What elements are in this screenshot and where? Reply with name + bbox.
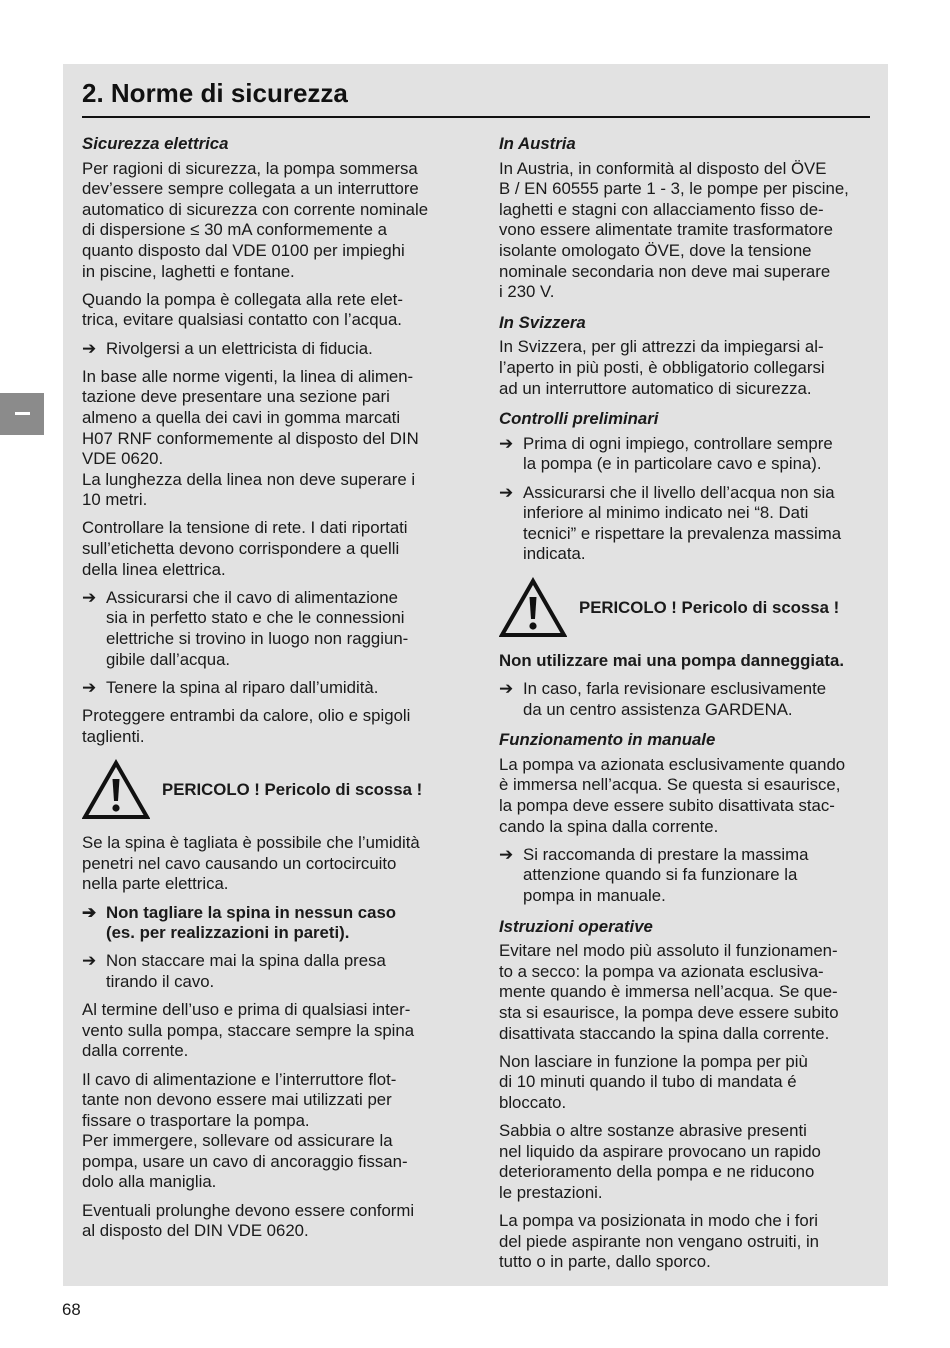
arrow-icon: ➔ — [82, 338, 97, 358]
paragraph: Se la spina è tagliata è possibile che l’umidità penetri nel cavo causando un cortocircuito nella parte elettrica. — [82, 833, 420, 894]
bullet-item — [499, 845, 877, 907]
arrow-icon: ➔ — [499, 844, 514, 864]
paragraph: In Svizzera, per gli attrezzi da impiegarsi al- l’aperto in più posti, è obbligatorio collegarsi ad un interruttore automatico di sicurezza. — [499, 337, 825, 398]
paragraph: Il cavo di alimentazione e l’interruttore flot- tante non devono essere mai utilizzati per fissare o trasportare la pompa. Per immergere, sollevare od assicurare la pompa, usare un cavo di ancoraggio fissan- dolo alla maniglia. — [82, 1069, 408, 1192]
bullet-text: Non tagliare la spina in nessun caso (es. per realizzazioni in pareti). — [106, 902, 397, 943]
paragraph: La pompa va posizionata in modo che i fori del piede aspirante non vengano ostruiti, in tutto o in parte, dallo sporco. — [499, 1211, 819, 1272]
warning-triangle-icon — [82, 759, 150, 821]
arrow-icon: ➔ — [499, 482, 514, 502]
bullet-item — [82, 951, 464, 992]
paragraph: Proteggere entrambi da calore, olio e spigoli taglienti. — [82, 706, 411, 746]
paragraph: In Austria, in conformità al disposto del ÖVE B / EN 60555 parte 1 - 3, le pompe per piscine, laghetti e stagni con allacciamento fisso de- vono essere alimentate tramite trasformatore isolante omologato ÖVE, dove la tensione nominale secondaria non deve mai superare i 230 V. — [499, 158, 849, 302]
bullet-item — [499, 434, 877, 475]
heading-austria: In Austria — [499, 134, 576, 153]
arrow-icon: ➔ — [82, 587, 97, 607]
heading-switzerland: In Svizzera — [499, 312, 586, 332]
warning-triangle-icon — [499, 577, 567, 639]
damaged-pump-warning: Non utilizzare mai una pompa danneggiata. — [499, 650, 844, 670]
page-number: 68 — [62, 1300, 81, 1319]
bullet-text: Non staccare mai la spina dalla presa tirando il cavo. — [106, 951, 386, 991]
arrow-icon: ➔ — [82, 677, 97, 697]
bullet-text: Assicurarsi che il livello dell’acqua non sia inferiore al minimo indicato nei “8. Dati tecnici” e rispettare la prevalenza massima indicata. — [523, 482, 842, 564]
warning-text: PERICOLO ! Pericolo di scossa ! — [162, 779, 423, 799]
paragraph: Non lasciare in funzione la pompa per più di 10 minuti quando il tubo di mandata é bloccato. — [499, 1051, 808, 1112]
heading-manual-operation: Funzionamento in manuale — [499, 730, 716, 750]
paragraph: Quando la pompa è collegata alla rete elet- trica, evitare qualsiasi contatto con l’acqua. — [82, 289, 403, 330]
warning-text: PERICOLO ! Pericolo di scossa ! — [579, 597, 840, 617]
heading-operating-instructions: Istruzioni operative — [499, 916, 653, 936]
page-title: 2. Norme di sicurezza — [82, 78, 348, 108]
bullet-text: Si raccomanda di prestare la massima attenzione quando si fa funzionare la pompa in manuale. — [523, 844, 809, 905]
arrow-icon: ➔ — [499, 679, 514, 699]
bullet-text: Tenere la spina al riparo dall’umidità. — [106, 677, 379, 697]
paragraph: Evitare nel modo più assoluto il funzionamen- to a secco: la pompa va azionata esclusiva- mente quando è immersa nell’acqua. Se que- sta si esaurisce, la pompa deve essere subito disattivata staccando la spina dalla corrente. — [499, 941, 839, 1043]
bullet-item — [499, 483, 877, 565]
left-column — [82, 134, 464, 1249]
paragraph: Per ragioni di sicurezza, la pompa sommersa dev’essere sempre collegata a un interruttore automatico di sicurezza con corrente nominale di dispersione ≤ 30 mA conformemente a quanto disposto dal VDE 0100 per impieghi in piscine, laghetti e fontane. — [82, 158, 429, 281]
bullet-text: Rivolgersi a un elettricista di fiducia. — [106, 338, 373, 358]
heading-preliminary-checks: Controlli preliminari — [499, 409, 659, 429]
warning-box — [499, 577, 877, 639]
warning-box — [82, 759, 464, 821]
title-rule — [82, 116, 870, 118]
bullet-text: Prima di ogni impiego, controllare sempre la pompa (e in particolare cavo e spina). — [523, 433, 833, 474]
bullet-item — [82, 678, 464, 699]
bullet-item — [82, 339, 464, 360]
paragraph: In base alle norme vigenti, la linea di alimen- tazione deve presentare una sezione pari almeno a quella dei cavi in gomma marcati H07 RNF conformemente al disposto del DIN VDE 0620. La lunghezza della linea non deve superare i 10 metri. — [82, 366, 419, 510]
paragraph: Eventuali prolunghe devono essere conformi al disposto del DIN VDE 0620. — [82, 1200, 415, 1241]
paragraph: Controllare la tensione di rete. I dati riportati sull’etichetta devono corrispondere a quelli della linea elettrica. — [82, 518, 408, 579]
arrow-icon: ➔ — [499, 433, 514, 453]
paragraph: Al termine dell’uso e prima di qualsiasi inter- vento sulla pompa, staccare sempre la spina dalla corrente. — [82, 1000, 415, 1061]
paragraph: Sabbia o altre sostanze abrasive presenti nel liquido da aspirare provocano un rapido deterioramento della pompa e ne riducono le prestazioni. — [499, 1121, 821, 1202]
paragraph: La pompa va azionata esclusivamente quando è immersa nell’acqua. Se questa si esaurisce, la pompa deve essere subito disattivata stac- cando la spina dalla corrente. — [499, 754, 846, 836]
bullet-item — [499, 679, 877, 720]
arrow-icon: ➔ — [82, 902, 97, 922]
right-column — [499, 134, 877, 1280]
heading-electrical-safety: Sicurezza elettrica — [82, 134, 229, 153]
arrow-icon: ➔ — [82, 951, 97, 971]
bullet-text: In caso, farla revisionare esclusivamente da un centro assistenza GARDENA. — [523, 679, 827, 719]
bullet-item — [82, 588, 464, 670]
section-tab-mark — [15, 412, 30, 415]
bullet-item-bold — [82, 903, 464, 944]
section-tab — [0, 393, 44, 435]
bullet-text: Assicurarsi che il cavo di alimentazione sia in perfetto stato e che le connessioni elettriche si trovino in luogo non raggiun- gibile dall’acqua. — [106, 587, 409, 669]
